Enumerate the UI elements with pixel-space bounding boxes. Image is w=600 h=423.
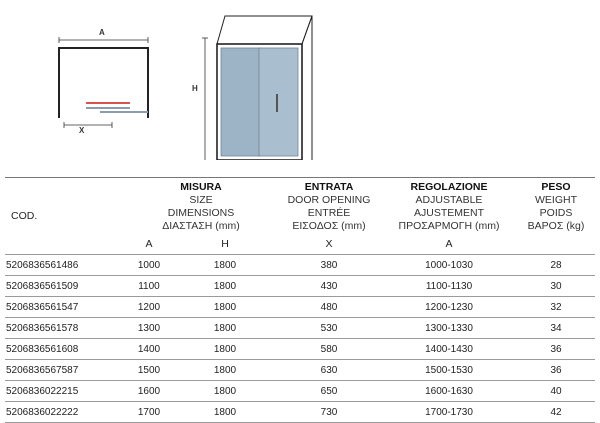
- adjust-sub-3: ΠΡΟΣΑΡΜΟΓΗ (mm): [398, 220, 500, 232]
- table-row: [5, 381, 595, 402]
- cell-h: 1800: [173, 255, 277, 276]
- subheader-a: A: [145, 238, 153, 250]
- cell-code: 5206836561509: [5, 276, 125, 297]
- opening-sub-1: DOOR OPENING: [287, 194, 371, 206]
- cell-code: 5206836561578: [5, 318, 125, 339]
- cell-h: 1800: [173, 276, 277, 297]
- plan-view-diagram: [50, 22, 160, 142]
- height-label: H: [192, 84, 198, 93]
- cell-code: 5206836022215: [5, 381, 125, 402]
- header-row: [5, 178, 595, 236]
- cell-reg: 1100-1130: [381, 276, 517, 297]
- cell-h: 1800: [173, 360, 277, 381]
- cell-kg: 28: [517, 255, 595, 276]
- cell-h: 1800: [173, 318, 277, 339]
- opening-sub-3: ΕΙΣΟΔΟΣ (mm): [292, 220, 366, 232]
- cell-reg: 1000-1030: [381, 255, 517, 276]
- cell-a: 1500: [125, 360, 173, 381]
- cell-x: 430: [277, 276, 381, 297]
- cell-x: 580: [277, 339, 381, 360]
- spec-table: [5, 177, 595, 423]
- cell-kg: 36: [517, 339, 595, 360]
- opening-header: [277, 178, 381, 236]
- cell-reg: 1600-1630: [381, 381, 517, 402]
- cell-a: 1100: [125, 276, 173, 297]
- cell-code: 5206836567587: [5, 360, 125, 381]
- cell-a: 1600: [125, 381, 173, 402]
- size-main: MISURA: [180, 181, 222, 193]
- cell-x: 380: [277, 255, 381, 276]
- cell-kg: 30: [517, 276, 595, 297]
- size-sub-3: ΔΙΑΣΤΑΣΗ (mm): [162, 220, 240, 232]
- weight-sub-3: ΒΑΡΟΣ (kg): [527, 220, 585, 232]
- size-header: [125, 178, 277, 236]
- cell-reg: 1700-1730: [381, 402, 517, 423]
- cell-x: 530: [277, 318, 381, 339]
- cell-x: 480: [277, 297, 381, 318]
- opening-main: ENTRATA: [304, 181, 354, 193]
- width-label: A: [99, 28, 105, 37]
- adjust-sub-2: AJUSTEMENT: [413, 207, 484, 219]
- cell-reg: 1300-1330: [381, 318, 517, 339]
- subheader-empty: [517, 235, 595, 255]
- opening-sub-2: ENTRÉE: [307, 207, 351, 219]
- cell-a: 1700: [125, 402, 173, 423]
- table-row: [5, 276, 595, 297]
- cell-h: 1800: [173, 339, 277, 360]
- code-header: COD.: [5, 178, 125, 255]
- subheader-h: H: [221, 238, 229, 250]
- cell-code: 5206836022222: [5, 402, 125, 423]
- adjust-main: REGOLAZIONE: [410, 181, 488, 193]
- size-sub-2: DIMENSIONS: [167, 207, 235, 219]
- weight-sub-2: POIDS: [539, 207, 573, 219]
- table-body: [5, 255, 595, 423]
- cell-kg: 34: [517, 318, 595, 339]
- perspective-diagram: [190, 10, 320, 160]
- weight-main: PESO: [541, 181, 571, 193]
- cell-kg: 36: [517, 360, 595, 381]
- cell-reg: 1200-1230: [381, 297, 517, 318]
- table-row: [5, 402, 595, 423]
- size-sub-1: SIZE: [189, 194, 213, 206]
- cell-kg: 42: [517, 402, 595, 423]
- subheader-x: X: [325, 238, 333, 250]
- perspective-drawing: [190, 10, 320, 160]
- adjust-header: [381, 178, 517, 236]
- table-row: [5, 297, 595, 318]
- subheader-reg: A: [445, 238, 453, 250]
- opening-label: X: [79, 126, 85, 135]
- cell-h: 1800: [173, 297, 277, 318]
- cell-code: 5206836561608: [5, 339, 125, 360]
- table-row: [5, 255, 595, 276]
- cell-a: 1400: [125, 339, 173, 360]
- cell-x: 650: [277, 381, 381, 402]
- weight-sub-1: WEIGHT: [535, 194, 577, 206]
- weight-header: [517, 178, 595, 236]
- table-row: [5, 318, 595, 339]
- cell-a: 1000: [125, 255, 173, 276]
- cell-a: 1300: [125, 318, 173, 339]
- table-row: [5, 339, 595, 360]
- cell-h: 1800: [173, 381, 277, 402]
- cell-reg: 1400-1430: [381, 339, 517, 360]
- cell-code: 5206836561486: [5, 255, 125, 276]
- plan-view-drawing: [50, 22, 160, 142]
- cell-h: 1800: [173, 402, 277, 423]
- adjust-sub-1: ADJUSTABLE: [415, 194, 483, 206]
- cell-x: 730: [277, 402, 381, 423]
- cell-kg: 32: [517, 297, 595, 318]
- cell-x: 630: [277, 360, 381, 381]
- cell-code: 5206836561547: [5, 297, 125, 318]
- table-row: [5, 360, 595, 381]
- cell-reg: 1500-1530: [381, 360, 517, 381]
- cell-kg: 40: [517, 381, 595, 402]
- cell-a: 1200: [125, 297, 173, 318]
